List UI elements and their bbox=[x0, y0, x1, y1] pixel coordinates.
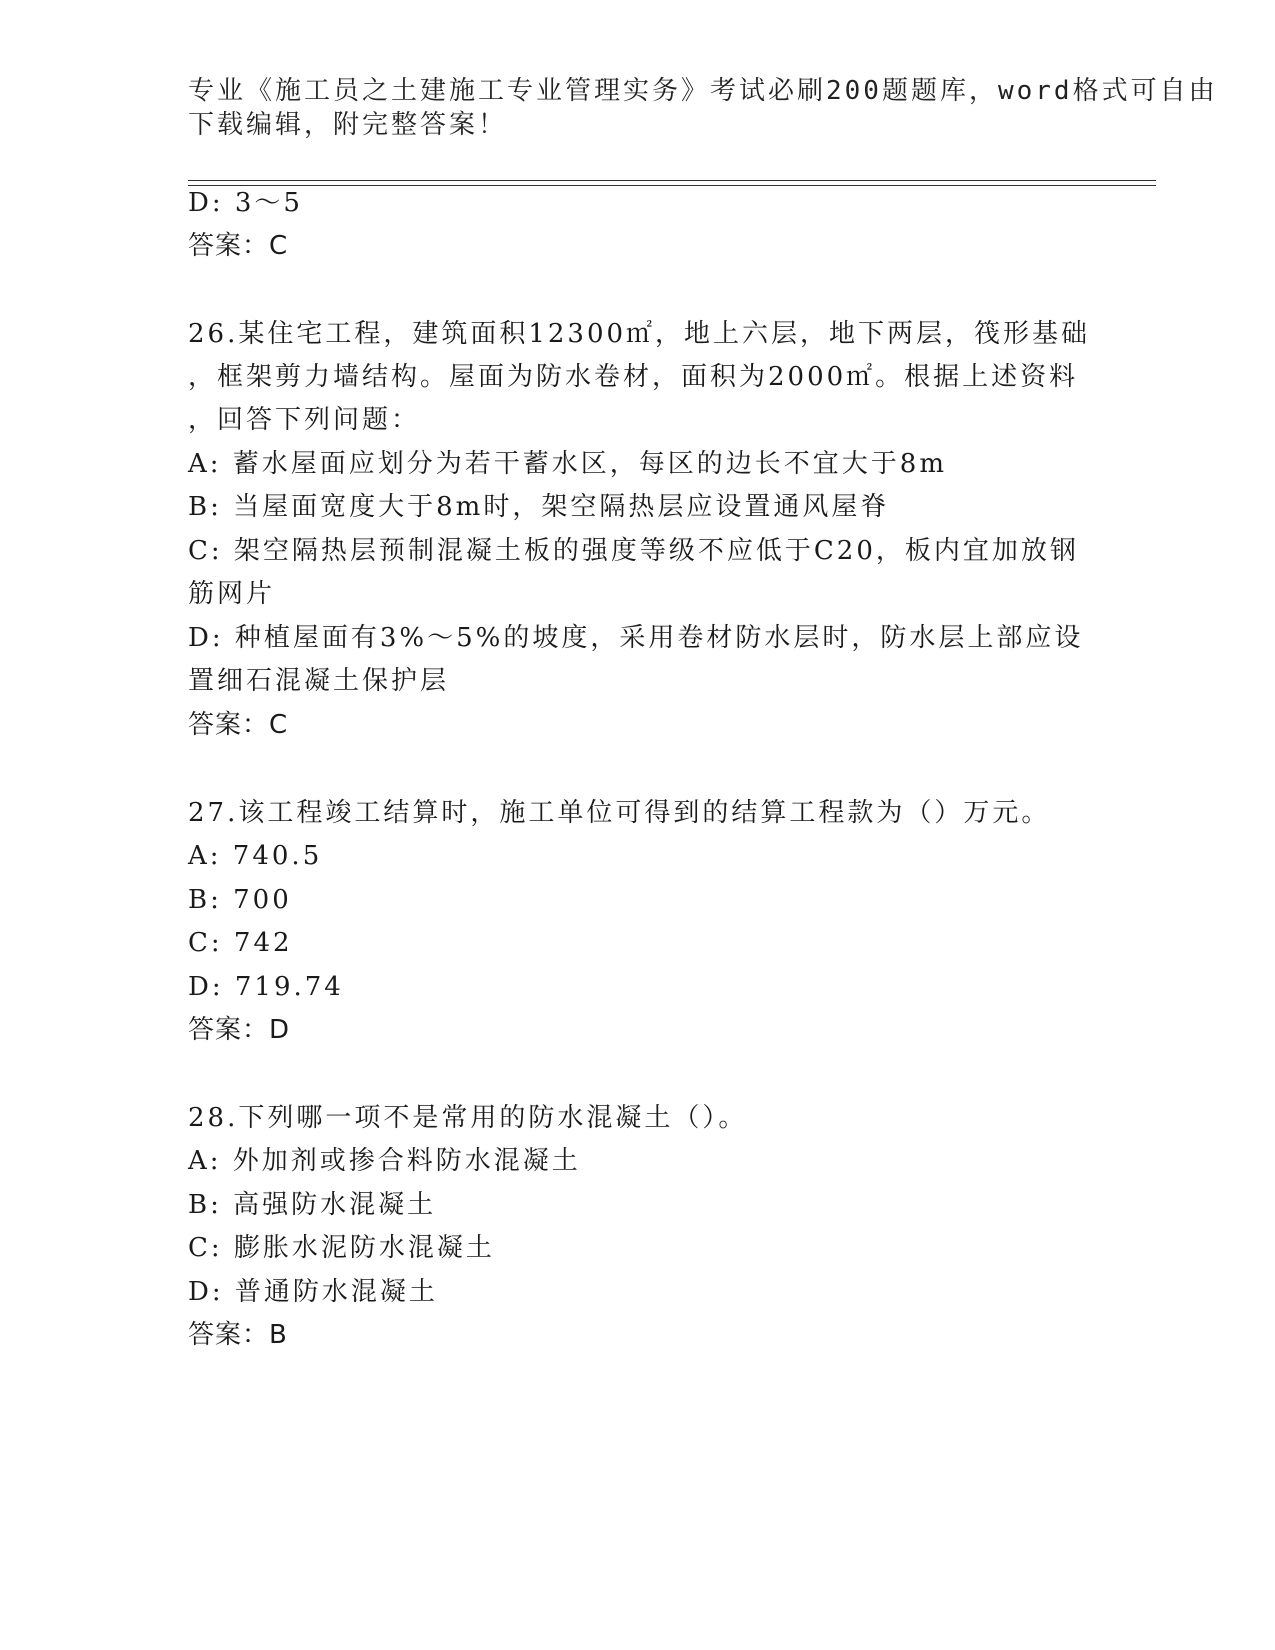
q28-answer: 答案：B bbox=[188, 1320, 288, 1350]
q27-option-c: C: 742 bbox=[188, 928, 293, 958]
q28-option-a: A: 外加剂或掺合料防水混凝土 bbox=[188, 1146, 581, 1176]
header-line-1: 专业《施工员之土建施工专业管理实务》考试必刷200题题库，word格式可自由 bbox=[188, 76, 1218, 106]
q27-option-b: B: 700 bbox=[188, 885, 292, 915]
q28-option-b: B: 高强防水混凝土 bbox=[188, 1190, 437, 1220]
q26-stem-line-3: ，回答下列问题： bbox=[188, 405, 421, 435]
q26-option-b: B: 当屋面宽度大于8m时，架空隔热层应设置通风屋脊 bbox=[188, 492, 890, 522]
q28-option-c: C: 膨胀水泥防水混凝土 bbox=[188, 1233, 495, 1263]
q26-option-a: A: 蓄水屋面应划分为若干蓄水区，每区的边长不宜大于8m bbox=[188, 449, 947, 479]
q28-stem: 28.下列哪一项不是常用的防水混凝土（）。 bbox=[188, 1103, 748, 1133]
q27-stem: 27.该工程竣工结算时，施工单位可得到的结算工程款为（）万元。 bbox=[188, 798, 1051, 828]
header-divider-top bbox=[188, 180, 1156, 181]
q26-stem-line-2: ，框架剪力墙结构。屋面为防水卷材，面积为2000㎡。根据上述资料 bbox=[188, 362, 1079, 392]
q26-option-c-line-1: C: 架空隔热层预制混凝土板的强度等级不应低于C20，板内宜加放钢 bbox=[188, 536, 1079, 566]
q26-option-c-line-2: 筋网片 bbox=[188, 579, 276, 609]
q25-answer: 答案：C bbox=[188, 231, 289, 261]
header-line-2: 下载编辑，附完整答案！ bbox=[188, 110, 508, 140]
q28-option-d: D: 普通防水混凝土 bbox=[188, 1277, 438, 1307]
q26-option-d-line-2: 置细石混凝土保护层 bbox=[188, 666, 450, 696]
header-divider-bottom bbox=[188, 185, 1156, 186]
q26-option-d-line-1: D: 种植屋面有3%～5%的坡度，采用卷材防水层时，防水层上部应设 bbox=[188, 623, 1084, 653]
q26-answer: 答案：C bbox=[188, 710, 289, 740]
q27-option-a: A: 740.5 bbox=[188, 841, 323, 871]
q27-option-d: D: 719.74 bbox=[188, 972, 344, 1002]
q25-option-d: D: 3～5 bbox=[188, 188, 303, 218]
q26-stem-line-1: 26.某住宅工程，建筑面积12300㎡，地上六层，地下两层，筏形基础 bbox=[188, 319, 1091, 349]
document-header bbox=[188, 74, 1218, 142]
q27-answer: 答案：D bbox=[188, 1015, 291, 1045]
